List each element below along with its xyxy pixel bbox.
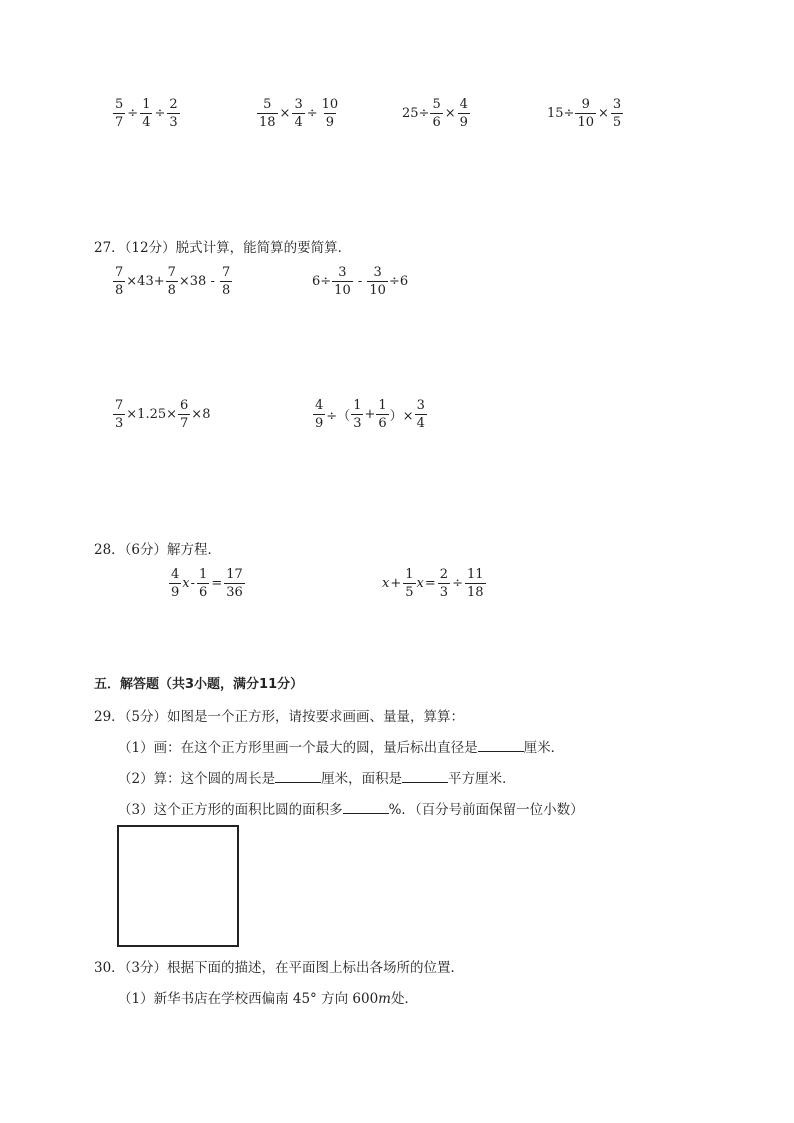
numerator: 7 bbox=[221, 265, 231, 280]
numerator: 3 bbox=[338, 265, 347, 280]
numerator: 3 bbox=[294, 97, 303, 112]
denominator: 18 bbox=[259, 115, 276, 130]
expression-text: ）× bbox=[389, 409, 414, 424]
q27-expression-3 bbox=[112, 399, 210, 430]
numerator: 3 bbox=[373, 265, 382, 280]
expression-prefix: 15÷ bbox=[547, 106, 575, 121]
answer-blank[interactable] bbox=[478, 739, 524, 752]
numerator: 1 bbox=[353, 398, 362, 413]
variable-x: x bbox=[182, 576, 190, 591]
operator: ÷ bbox=[127, 106, 139, 121]
denominator: 8 bbox=[167, 283, 176, 298]
equals-sign: = bbox=[424, 576, 436, 591]
denominator: 5 bbox=[612, 115, 622, 130]
q30-sub-1-text: 处． bbox=[390, 991, 418, 1007]
expression-text: ×43+ bbox=[126, 274, 165, 289]
q30-sub-1 bbox=[118, 987, 418, 1007]
operator: + bbox=[390, 576, 402, 591]
denominator: 3 bbox=[115, 416, 124, 431]
denominator: 9 bbox=[315, 416, 324, 431]
q29-sub-3-text: %．（百分号前面保留一位小数） bbox=[388, 802, 584, 818]
denominator: 4 bbox=[294, 115, 303, 130]
equals-sign: = bbox=[211, 576, 223, 591]
q30-sub-1-text: （1）新华书店在学校西偏南 45° 方向 600 bbox=[118, 991, 379, 1007]
denominator: 7 bbox=[180, 416, 189, 431]
q28-equation-1 bbox=[168, 568, 246, 599]
denominator: 3 bbox=[439, 585, 449, 600]
denominator: 3 bbox=[169, 115, 178, 130]
expression-text: - bbox=[353, 274, 367, 289]
numerator: 17 bbox=[226, 567, 243, 582]
q28-equation-2 bbox=[382, 568, 487, 599]
numerator: 4 bbox=[315, 398, 324, 413]
q29-sub-1-unit: 厘米． bbox=[523, 740, 565, 756]
denominator: 3 bbox=[353, 416, 362, 431]
denominator: 8 bbox=[221, 283, 231, 298]
denominator: 5 bbox=[405, 585, 414, 600]
operator: + bbox=[364, 407, 376, 422]
denominator: 9 bbox=[325, 115, 335, 130]
denominator: 8 bbox=[115, 283, 124, 298]
expression-suffix: ×8 bbox=[191, 407, 211, 422]
expression-prefix: 25÷ bbox=[402, 106, 430, 121]
expression-prefix: 6÷ bbox=[312, 274, 332, 289]
row1-expression-4 bbox=[547, 98, 624, 129]
row1-expression-1 bbox=[112, 98, 181, 129]
q29-sub-3-text: （3）这个正方形的面积比圆的面积多 bbox=[118, 802, 343, 818]
numerator: 1 bbox=[142, 97, 151, 112]
q27-expression-2 bbox=[312, 266, 408, 297]
q29-sub-1 bbox=[118, 736, 564, 756]
numerator: 5 bbox=[263, 97, 272, 112]
q29-title: 29．（5分）如图是一个正方形，请按要求画画、量量，算算： bbox=[94, 709, 465, 725]
numerator: 11 bbox=[466, 567, 484, 582]
answer-blank[interactable] bbox=[402, 770, 448, 783]
numerator: 1 bbox=[199, 567, 208, 582]
denominator: 10 bbox=[334, 283, 351, 298]
denominator: 6 bbox=[378, 416, 387, 431]
section-5-title: 五．解答题（共3小题，满分11分） bbox=[94, 677, 304, 692]
numerator: 4 bbox=[459, 97, 468, 112]
expression-suffix: ÷6 bbox=[388, 274, 409, 289]
row1-expression-2 bbox=[256, 98, 341, 129]
q29-sub-1-text: （1）画：在这个正方形里画一个最大的圆，量后标出直径是 bbox=[118, 740, 478, 756]
q29-sub-2-text: （2）算：这个圆的周长是 bbox=[118, 771, 276, 787]
unit-meter: m bbox=[378, 991, 391, 1007]
numerator: 9 bbox=[581, 97, 590, 112]
operator: ÷ bbox=[306, 106, 318, 121]
q27-title: 27．（12分）脱式计算，能简算的要简算． bbox=[94, 240, 352, 256]
denominator: 10 bbox=[577, 115, 594, 130]
square-figure bbox=[117, 825, 239, 947]
row1-expression-3 bbox=[402, 98, 471, 129]
numerator: 10 bbox=[321, 97, 339, 112]
answer-blank[interactable] bbox=[343, 801, 389, 814]
denominator: 4 bbox=[416, 416, 425, 431]
answer-blank[interactable] bbox=[275, 770, 321, 783]
operator: - bbox=[190, 576, 196, 591]
denominator: 18 bbox=[466, 585, 484, 600]
numerator: 3 bbox=[612, 97, 622, 112]
numerator: 1 bbox=[378, 398, 387, 413]
q27-expression-1 bbox=[112, 266, 233, 297]
q27-expression-4 bbox=[312, 399, 428, 430]
numerator: 7 bbox=[115, 398, 124, 413]
q28-title: 28．（6分）解方程． bbox=[94, 542, 222, 558]
expression-text: ÷（ bbox=[326, 409, 351, 424]
q29-sub-2-text: 厘米，面积是 bbox=[321, 771, 403, 787]
q29-sub-2-unit: 平方厘米． bbox=[448, 771, 516, 787]
variable-x: x bbox=[416, 576, 424, 591]
numerator: 4 bbox=[171, 567, 180, 582]
numerator: 1 bbox=[405, 567, 414, 582]
denominator: 6 bbox=[199, 585, 208, 600]
denominator: 4 bbox=[142, 115, 151, 130]
numerator: 5 bbox=[115, 97, 124, 112]
expression-text: ×38 - bbox=[178, 274, 219, 289]
operator: ÷ bbox=[154, 106, 166, 121]
numerator: 6 bbox=[180, 398, 189, 413]
denominator: 36 bbox=[226, 585, 243, 600]
q29-sub-3 bbox=[118, 798, 584, 818]
q30-title: 30．（3分）根据下面的描述，在平面图上标出各场所的位置． bbox=[94, 960, 465, 976]
operator: × bbox=[279, 106, 291, 121]
q29-sub-2 bbox=[118, 767, 516, 787]
numerator: 2 bbox=[169, 97, 178, 112]
denominator: 10 bbox=[369, 283, 386, 298]
expression-text: ×1.25× bbox=[126, 407, 178, 422]
numerator: 5 bbox=[432, 97, 441, 112]
operator: × bbox=[444, 106, 456, 121]
operator: ÷ bbox=[452, 576, 463, 591]
operator: × bbox=[597, 106, 609, 121]
numerator: 7 bbox=[167, 265, 176, 280]
denominator: 9 bbox=[459, 115, 468, 130]
variable-x: x bbox=[382, 576, 390, 591]
denominator: 9 bbox=[171, 585, 180, 600]
numerator: 3 bbox=[416, 398, 425, 413]
denominator: 7 bbox=[115, 115, 124, 130]
numerator: 2 bbox=[439, 567, 449, 582]
denominator: 6 bbox=[432, 115, 441, 130]
numerator: 7 bbox=[115, 265, 124, 280]
